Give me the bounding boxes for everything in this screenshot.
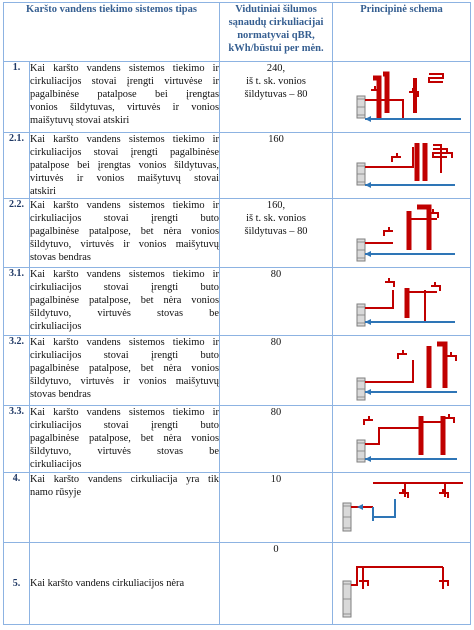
description-line: Kai karšto vandens sistemos tiekimo ir — [30, 134, 219, 145]
description-line: cirkuliacijos stovai įrengti virtuvėse ir — [30, 76, 219, 87]
header-norm — [220, 3, 333, 62]
flow-arrow-icon — [357, 504, 363, 510]
description-line: Kai karšto vandens sistemos tiekimo ir — [30, 200, 219, 211]
header-norm-line: sąnaudų cirkuliacijai — [228, 17, 324, 28]
table-row — [4, 473, 471, 543]
faucet-icon — [385, 282, 394, 287]
description-line: Kai karšto vandens sistemos tiekimo ir — [30, 337, 219, 348]
system-type-description — [30, 268, 220, 336]
flow-arrow-icon — [365, 251, 371, 257]
principal-scheme — [333, 62, 471, 133]
description-line: stovas bendras — [30, 389, 91, 400]
value-line: iš t. sk. vonios — [246, 213, 306, 224]
pipe-scheme-diagram — [333, 133, 470, 198]
faucet-icon — [445, 418, 454, 423]
description-line: šildytuvo, virtuvės ir vonios maišytuvų — [30, 376, 219, 387]
system-type-description — [30, 133, 220, 199]
value-line: 80 — [270, 269, 282, 280]
principal-scheme — [333, 336, 471, 406]
system-type-description — [30, 406, 220, 473]
norm-value — [220, 543, 333, 625]
system-type-description — [30, 336, 220, 406]
description-line: cirkuliacijos — [30, 321, 82, 332]
header-norm-line: kWh/būstui per mėn. — [228, 43, 324, 54]
supply-pipe — [365, 147, 413, 167]
value-line: šildytuvas – 80 — [244, 226, 308, 237]
pipe-scheme-diagram — [333, 336, 470, 405]
row-number: 3.1. — [4, 268, 30, 336]
pipe-scheme-diagram — [333, 543, 470, 624]
norm-value — [220, 268, 333, 336]
flow-arrow-icon — [365, 116, 371, 122]
value-line: 80 — [270, 337, 282, 348]
description-line: šildytuvo, virtuvės ir vonios maišytuvų — [30, 239, 219, 250]
circulation-riser — [383, 74, 387, 113]
description-line: namo rūsyje — [30, 487, 82, 498]
description-line: cirkuliacijos stovai įrengti pagalbinėse — [30, 147, 219, 158]
flow-arrow-icon — [365, 182, 371, 188]
row-number: 4. — [4, 473, 30, 543]
principal-scheme — [333, 133, 471, 199]
description-line: cirkuliacijos stovai įrengti buto — [30, 282, 219, 293]
description-line: maišytuvų stovai atskiri — [30, 115, 130, 126]
table-row — [4, 133, 471, 199]
value-line: 10 — [270, 474, 282, 485]
principal-scheme — [333, 543, 471, 625]
description-line: stovas bendras — [30, 252, 91, 263]
system-type-description — [30, 199, 220, 268]
principal-scheme — [333, 406, 471, 473]
description-line: pagalbinėse patalpose, bet nėra vonios — [30, 226, 219, 237]
header-scheme: Principinė schema — [333, 3, 471, 62]
flow-arrow-icon — [365, 319, 371, 325]
description-line: atskiri — [30, 186, 56, 197]
header-norm-line: normatyvai qBR, — [237, 30, 315, 41]
row-number: 2.2. — [4, 199, 30, 268]
value-line: 240, — [266, 63, 286, 74]
pipe-scheme-diagram — [333, 406, 470, 472]
description-line: Kai karšto vandens cirkuliacija yra tik — [30, 474, 219, 485]
pipe-scheme-diagram — [333, 199, 470, 267]
table-row — [4, 406, 471, 473]
norm-value — [220, 133, 333, 199]
faucet-icon — [392, 157, 401, 162]
faucet-icon — [384, 231, 393, 236]
row-number: 3.3. — [4, 406, 30, 473]
circulation-riser — [417, 207, 429, 250]
description-line: Kai karšto vandens sistemos tiekimo ir — [30, 269, 219, 280]
description-line: pagalbinėse patalpose bei įrengtas — [30, 89, 219, 100]
towel-dryer-icon — [429, 74, 443, 82]
value-line: iš t. sk. vonios — [246, 76, 306, 87]
faucet-icon — [447, 356, 456, 361]
principal-scheme — [333, 199, 471, 268]
table-row — [4, 543, 471, 625]
header-norm-line: Vidutiniai šilumos — [235, 4, 317, 15]
faucet-icon — [399, 493, 408, 498]
row-number: 5. — [4, 543, 30, 625]
circulation-riser — [437, 344, 445, 388]
principal-scheme — [333, 268, 471, 336]
table-row — [4, 336, 471, 406]
description-line: pagalbinėse patalpose, bet nėra vonios — [30, 363, 219, 374]
pipe-scheme-diagram — [333, 268, 470, 335]
description-line: pagalbinėse patalpose, bet nėra vonios — [30, 295, 219, 306]
norm-value — [220, 62, 333, 133]
table-row — [4, 199, 471, 268]
description-line: virtuvės ir vonios maišytuvų stovai — [30, 173, 219, 184]
description-line: cirkuliacijos — [30, 459, 82, 470]
value-line: 160, — [266, 200, 286, 211]
system-type-description — [30, 543, 220, 625]
principal-scheme — [333, 473, 471, 543]
table-row — [4, 62, 471, 133]
table-row — [4, 268, 471, 336]
description-line: Kai karšto vandens cirkuliacijos nėra — [30, 578, 185, 589]
description-line: šildytuvo, virtuvės stovas be — [30, 446, 219, 457]
row-number: 2.1. — [4, 133, 30, 199]
description-line: Kai karšto vandens sistemos tiekimo ir — [30, 63, 219, 74]
value-line: 160 — [268, 134, 284, 145]
norm-value — [220, 406, 333, 473]
header-type: Karšto vandens tiekimo sistemos tipas — [4, 3, 220, 62]
return-pipe — [373, 499, 395, 517]
norm-value — [220, 336, 333, 406]
supply-pipe — [365, 428, 421, 444]
faucet-icon — [398, 354, 407, 359]
row-number: 3.2. — [4, 336, 30, 406]
pipe-scheme-diagram — [333, 62, 470, 132]
value-line: 80 — [270, 407, 282, 418]
value-line: šildytuvas – 80 — [244, 89, 308, 100]
norm-value — [220, 473, 333, 543]
supply-pipe — [365, 290, 393, 308]
flow-arrow-icon — [365, 389, 371, 395]
pipe-scheme-diagram — [333, 473, 470, 542]
faucet-icon — [364, 420, 373, 425]
norm-value — [220, 199, 333, 268]
supply-riser — [373, 78, 379, 119]
faucet-icon — [439, 493, 448, 498]
row-number: 1. — [4, 62, 30, 133]
description-line: cirkuliacijos stovai įrengti buto — [30, 420, 219, 431]
supply-main — [351, 567, 443, 585]
description-line: pagalbinėse patalpose, bet nėra vonios — [30, 433, 219, 444]
description-line: cirkuliacijos stovai įrengti buto — [30, 350, 219, 361]
system-type-description — [30, 473, 220, 543]
description-line: patalpose bei įrengtas vonios šildytuvas, — [30, 160, 219, 171]
hot-water-table — [3, 2, 471, 625]
flow-arrow-icon — [365, 456, 371, 462]
description-line: vonios šildytuvas, virtuvės ir vonios — [30, 102, 219, 113]
description-line: cirkuliacijos stovai įrengti buto — [30, 213, 219, 224]
value-line: 0 — [273, 544, 279, 555]
description-line: Kai karšto vandens sistemos tiekimo ir — [30, 407, 219, 418]
faucet-icon — [431, 286, 440, 291]
description-line: šildytuvo, virtuvės stovas be — [30, 308, 219, 319]
supply-pipe — [365, 360, 413, 382]
system-type-description — [30, 62, 220, 133]
table-header-row — [4, 3, 471, 62]
